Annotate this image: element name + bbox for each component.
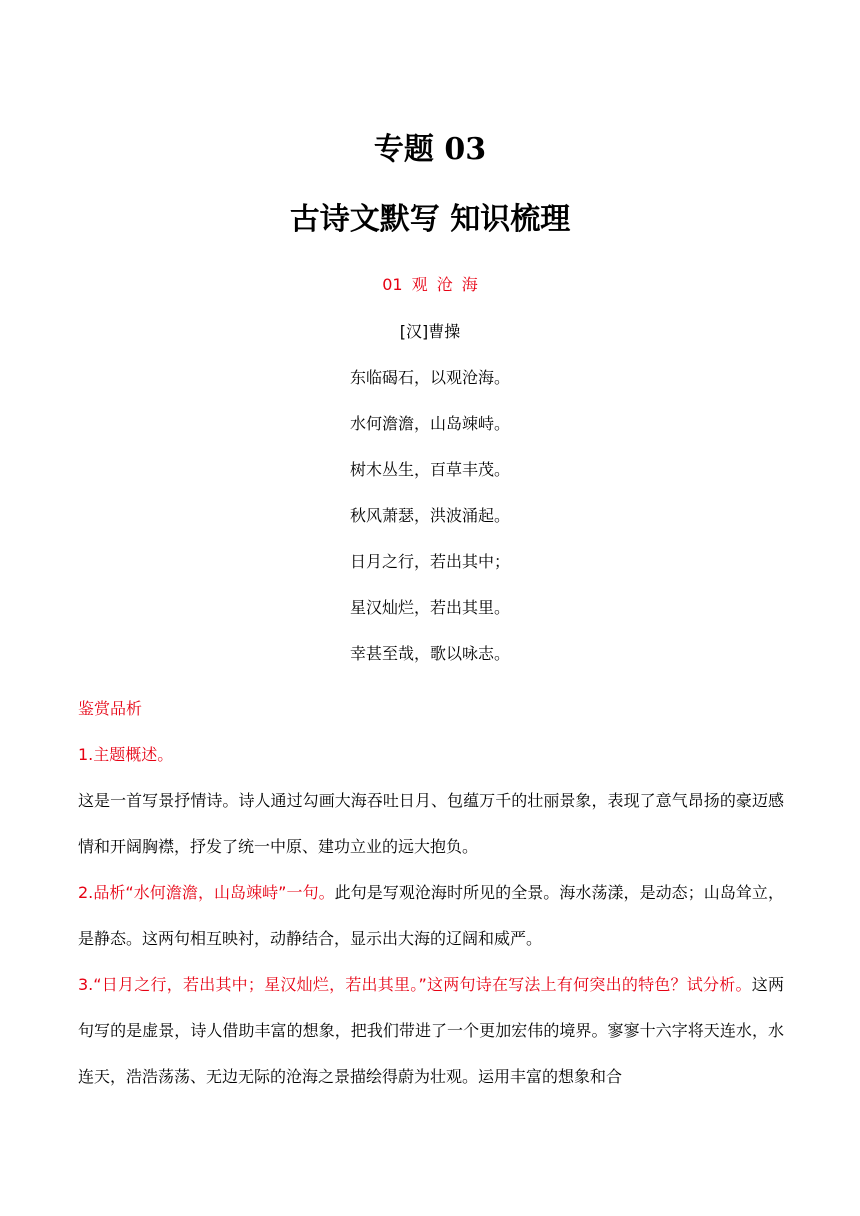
- question-2-label: 2.品析“水何澹澹，山岛竦峙”一句。: [78, 883, 335, 902]
- poem-line: 水何澹澹，山岛竦峙。: [349, 414, 510, 433]
- question-1-label: 1.主题概述。: [78, 745, 174, 764]
- question-1-answer: 这是一首写景抒情诗。诗人通过勾画大海吞吐日月、包蕴万千的壮丽景象，表现了意气昂扬的豪迈感情和开阔胸襟，抒发了统一中原、建功立业的远大抱负。: [78, 791, 784, 856]
- section-title: 古诗文默写 知识梳理: [289, 202, 571, 237]
- topic-title: 专题 03: [373, 132, 487, 167]
- question-2-paragraph: [78, 870, 784, 962]
- poem-title: 01 观 沧 海: [382, 275, 478, 294]
- poem-line: 日月之行，若出其中；: [349, 552, 510, 571]
- poem-body: [0, 365, 860, 687]
- poem-line: 星汉灿烂，若出其里。: [349, 598, 510, 617]
- question-3-paragraph: [78, 962, 784, 1100]
- question-2-answer: 此句是写观沧海时所见的全景。海水荡漾，是动态；山岛耸立，是静态。这两句相互映衬，动静结合，显示出大海的辽阔和威严。: [78, 883, 784, 948]
- poem-line: 东临碣石，以观沧海。: [349, 368, 510, 387]
- analysis-section: [78, 686, 784, 1100]
- poem-line: 秋风萧瑟，洪波涌起。: [349, 506, 510, 525]
- question-3-answer: 这两句写的是虚景，诗人借助丰富的想象，把我们带进了一个更加宏伟的境界。寥寥十六字将天连水，水连天，浩浩荡荡、无边无际的沧海之景描绘得蔚为壮观。运用丰富的想象和合: [78, 975, 784, 1086]
- question-3-label: 3.“日月之行，若出其中；星汉灿烂，若出其里。”这两句诗在写法上有何突出的特色？试分析。: [78, 975, 752, 994]
- poem-line: 幸甚至哉，歌以咏志。: [349, 644, 510, 663]
- analysis-heading: 鉴赏品析: [78, 699, 143, 718]
- poem-author: [汉]曹操: [399, 322, 461, 341]
- poem-line: 树木丛生，百草丰茂。: [349, 460, 510, 479]
